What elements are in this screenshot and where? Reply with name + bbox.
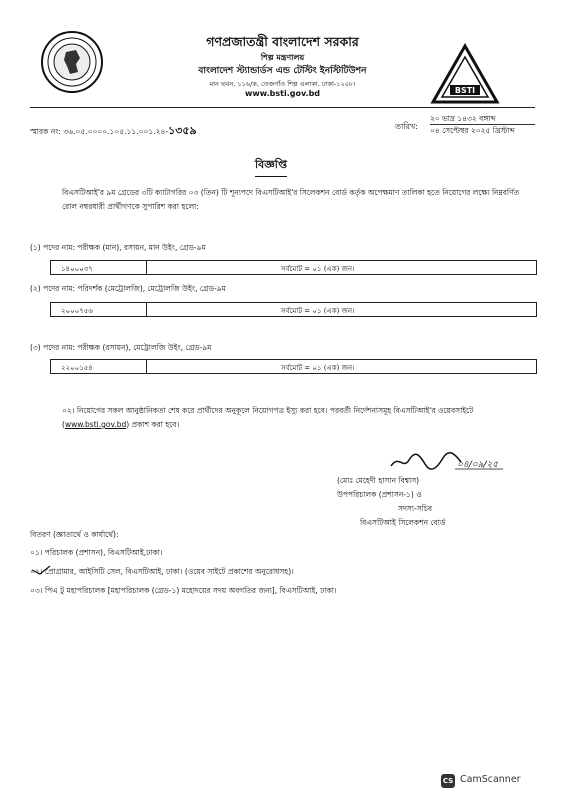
note-text-end: ) প্রকাশ করা হবে। bbox=[126, 420, 180, 429]
signatory-designation: উপপরিচালক (প্রশাসন-১) ও bbox=[337, 490, 422, 499]
website-link[interactable]: www.bsti.gov.bd bbox=[64, 420, 127, 429]
post-heading-1: (১) পদের নাম: পরীক্ষক (মান), রসায়ন, মান উইং, গ্রেড-৯ম bbox=[30, 243, 206, 252]
note-paragraph bbox=[62, 404, 532, 432]
roll-number: ১৪০০০৩৭ bbox=[61, 265, 93, 273]
distribution-heading: বিতরণ (জ্ঞাতার্থে ও কার্যার্থে): bbox=[30, 530, 119, 539]
signature-date: ০৪/০৯/২৫ bbox=[457, 460, 499, 470]
government-title: গণপ্রজাতন্ত্রী বাংলাদেশ সরকার bbox=[206, 34, 359, 49]
camscanner-icon: CS bbox=[441, 774, 455, 788]
signatory-role: সদস্য-সচিব bbox=[398, 504, 433, 513]
table-divider bbox=[146, 261, 147, 274]
post-heading-2: (২) পদের নাম: পরিদর্শক (মেট্রোলজি), মেট্রোলজি উইং, গ্রেড-৯ম bbox=[30, 284, 226, 293]
note-text-start: নিয়োগের সকল আনুষ্ঠানিকতা শেষ করে প্রার্থীদের অনুকূলে নিয়োগপত্র ইস্যু করা হবে। পরবর্তী নির্দেশনাসমূহ বিএসটিআই'র ওয়েবসাইটে ( bbox=[62, 406, 474, 429]
camscanner-label: CamScanner bbox=[460, 774, 521, 785]
memo-label: স্মারক নং: bbox=[30, 127, 61, 136]
signatory-name: (মোঃ মেহেদী হাসান বিশ্বাস) bbox=[337, 476, 420, 485]
website-text: www.bsti.gov.bd bbox=[244, 89, 321, 98]
distribution-item-2: ০২। প্রোগ্রামার, আইসিটি সেল, বিএসটিআই, ঢাকা। (ওয়েব সাইটে প্রকাশের অনুরোধসহ)। bbox=[30, 567, 294, 576]
note-number: ০২। bbox=[62, 406, 75, 415]
memo-number-handwritten: ১৩৫৯ bbox=[168, 124, 197, 137]
institution-address: মান ভবন, ১১৬/ক, তেজগাঁও শিল্প এলাকা, ঢাকা-১২০৮। bbox=[209, 80, 356, 88]
memo-number-text: ৩৬.০৫.০০০০.১০৫.১১.০০১.২৪- bbox=[63, 127, 169, 136]
intro-paragraph: বিএসটিআই'র ৯ম গ্রেডের ৩টি ক্যাটাগরির ০৩ (তিন) টি শূন্যপদে বিএসটিআই'র সিলেকশন বোর্ড কর্তৃক অপেক্ষমাণ তালিকা হতে নিয়োগের লক্ষ্যে নিম্নবর্ণিত রোল নম্বরধারী প্রার্থীগণকে সুপারিশ করা হলো: bbox=[62, 188, 520, 211]
notice-title: বিজ্ঞপ্তি bbox=[255, 156, 287, 177]
memo-number bbox=[30, 122, 197, 141]
date-label: তারিখ: bbox=[395, 122, 418, 131]
table-divider bbox=[146, 303, 147, 316]
bsti-logo-icon bbox=[430, 43, 500, 105]
total-count: সর্বমোট = ০১ (এক) জন। bbox=[281, 265, 355, 273]
handwritten-signature bbox=[385, 450, 505, 474]
distribution-item-3: ০৩। পিএ টু মহাপরিচালক [মহাপরিচালক (গ্রেড-১) মহোদয়ের সদয় অবগতির জন্য], বিএসটিআই, ঢাকা। bbox=[30, 586, 337, 595]
post-heading-3: (৩) পদের নাম: পরীক্ষক (রসায়ন), মেট্রোলজি উইং, গ্রেড-৯ম bbox=[30, 343, 212, 352]
post-table-2 bbox=[50, 302, 537, 317]
roll-number: ২০০০৭৫৬ bbox=[61, 307, 93, 315]
total-count: সর্বমোট = ০১ (এক) জন। bbox=[281, 307, 355, 315]
total-count: সর্বমোট = ০১ (এক) জন। bbox=[281, 364, 355, 372]
post-table-1 bbox=[50, 260, 537, 275]
post-table-3 bbox=[50, 359, 537, 374]
table-divider bbox=[146, 360, 147, 373]
date-bangla: ২০ ভাদ্র ১৪৩২ বঙ্গাব্দ bbox=[430, 114, 496, 123]
date-english: ০৪ সেপ্টেম্বর ২০২৫ খ্রিস্টাব্দ bbox=[430, 126, 515, 135]
distribution-item-1: ০১। পরিচালক (প্রশাসন), বিএসটিআই,ঢাকা। bbox=[30, 548, 163, 557]
signatory-board: বিএসটিআই সিলেকশন বোর্ড bbox=[360, 518, 446, 527]
roll-number: ২২০০১৫৪ bbox=[61, 364, 93, 372]
institution-name: বাংলাদেশ স্ট্যান্ডার্ডস এন্ড টেস্টিং ইনস্টিটিউশন bbox=[198, 66, 367, 76]
date-divider bbox=[430, 124, 535, 125]
ministry-name: শিল্প মন্ত্রণালয় bbox=[260, 53, 305, 62]
bsti-logo-text: BSTI bbox=[454, 86, 476, 95]
government-seal-icon bbox=[40, 30, 104, 94]
header-divider bbox=[30, 107, 535, 108]
